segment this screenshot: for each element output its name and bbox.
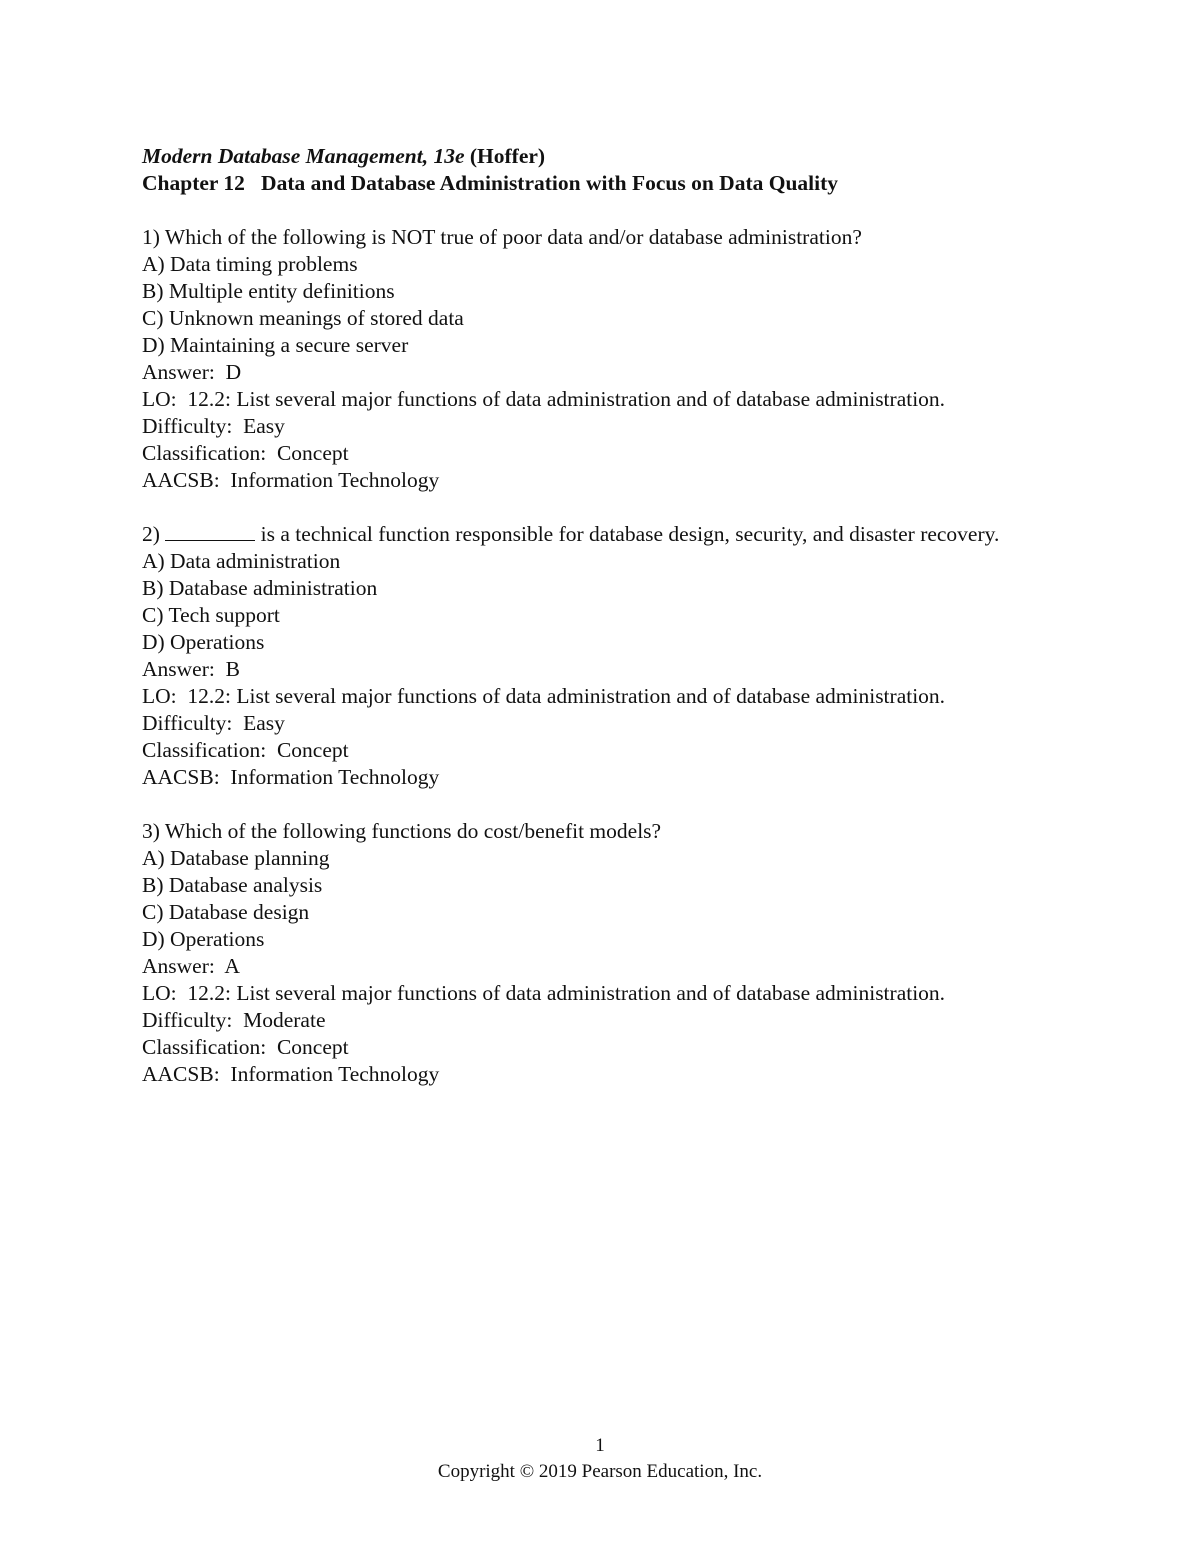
fill-in-blank [165, 521, 255, 541]
question-1 [142, 224, 1042, 494]
option-b: B) Multiple entity definitions [142, 279, 395, 303]
option-a: A) Data administration [142, 549, 341, 573]
classification: Classification: Concept [142, 441, 349, 465]
difficulty: Difficulty: Easy [142, 711, 285, 735]
page-content [142, 143, 1042, 1088]
learning-objective: LO: 12.2: List several major functions of data administration and of database administration. [142, 387, 946, 411]
book-author: (Hoffer) [469, 144, 546, 168]
question-stem: 1) Which of the following is NOT true of poor data and/or database administration? [142, 225, 862, 249]
option-a: A) Database planning [142, 846, 330, 870]
option-d: D) Operations [142, 927, 265, 951]
option-c: C) Unknown meanings of stored data [142, 306, 464, 330]
question-2 [142, 521, 1042, 791]
aacsb: AACSB: Information Technology [142, 765, 440, 789]
option-d: D) Operations [142, 630, 265, 654]
book-title: Modern Database Management, 13e [142, 144, 465, 168]
option-d: D) Maintaining a secure server [142, 333, 409, 357]
option-c: C) Tech support [142, 603, 280, 627]
copyright-notice: Copyright © 2019 Pearson Education, Inc. [437, 1461, 763, 1482]
option-b: B) Database administration [142, 576, 378, 600]
aacsb: AACSB: Information Technology [142, 1062, 440, 1086]
aacsb: AACSB: Information Technology [142, 468, 440, 492]
chapter-title: Chapter 12 Data and Database Administration with Focus on Data Quality [142, 171, 839, 195]
difficulty: Difficulty: Moderate [142, 1008, 326, 1032]
difficulty: Difficulty: Easy [142, 414, 285, 438]
stem-suffix: is a technical function responsible for database design, security, and disaster recovery. [255, 522, 1000, 546]
classification: Classification: Concept [142, 1035, 349, 1059]
option-c: C) Database design [142, 900, 310, 924]
book-title-line [142, 143, 1042, 170]
answer: Answer: B [142, 657, 240, 681]
classification: Classification: Concept [142, 738, 349, 762]
question-stem: 3) Which of the following functions do cost/benefit models? [142, 819, 662, 843]
page-number: 1 [595, 1435, 605, 1456]
stem-prefix: 2) [142, 522, 166, 546]
question-3 [142, 818, 1042, 1088]
answer: Answer: D [142, 360, 242, 384]
learning-objective: LO: 12.2: List several major functions of data administration and of database administration. [142, 684, 946, 708]
answer: Answer: A [142, 954, 240, 978]
question-stem [142, 521, 1042, 548]
option-a: A) Data timing problems [142, 252, 358, 276]
learning-objective: LO: 12.2: List several major functions of data administration and of database administration. [142, 981, 946, 1005]
option-b: B) Database analysis [142, 873, 323, 897]
